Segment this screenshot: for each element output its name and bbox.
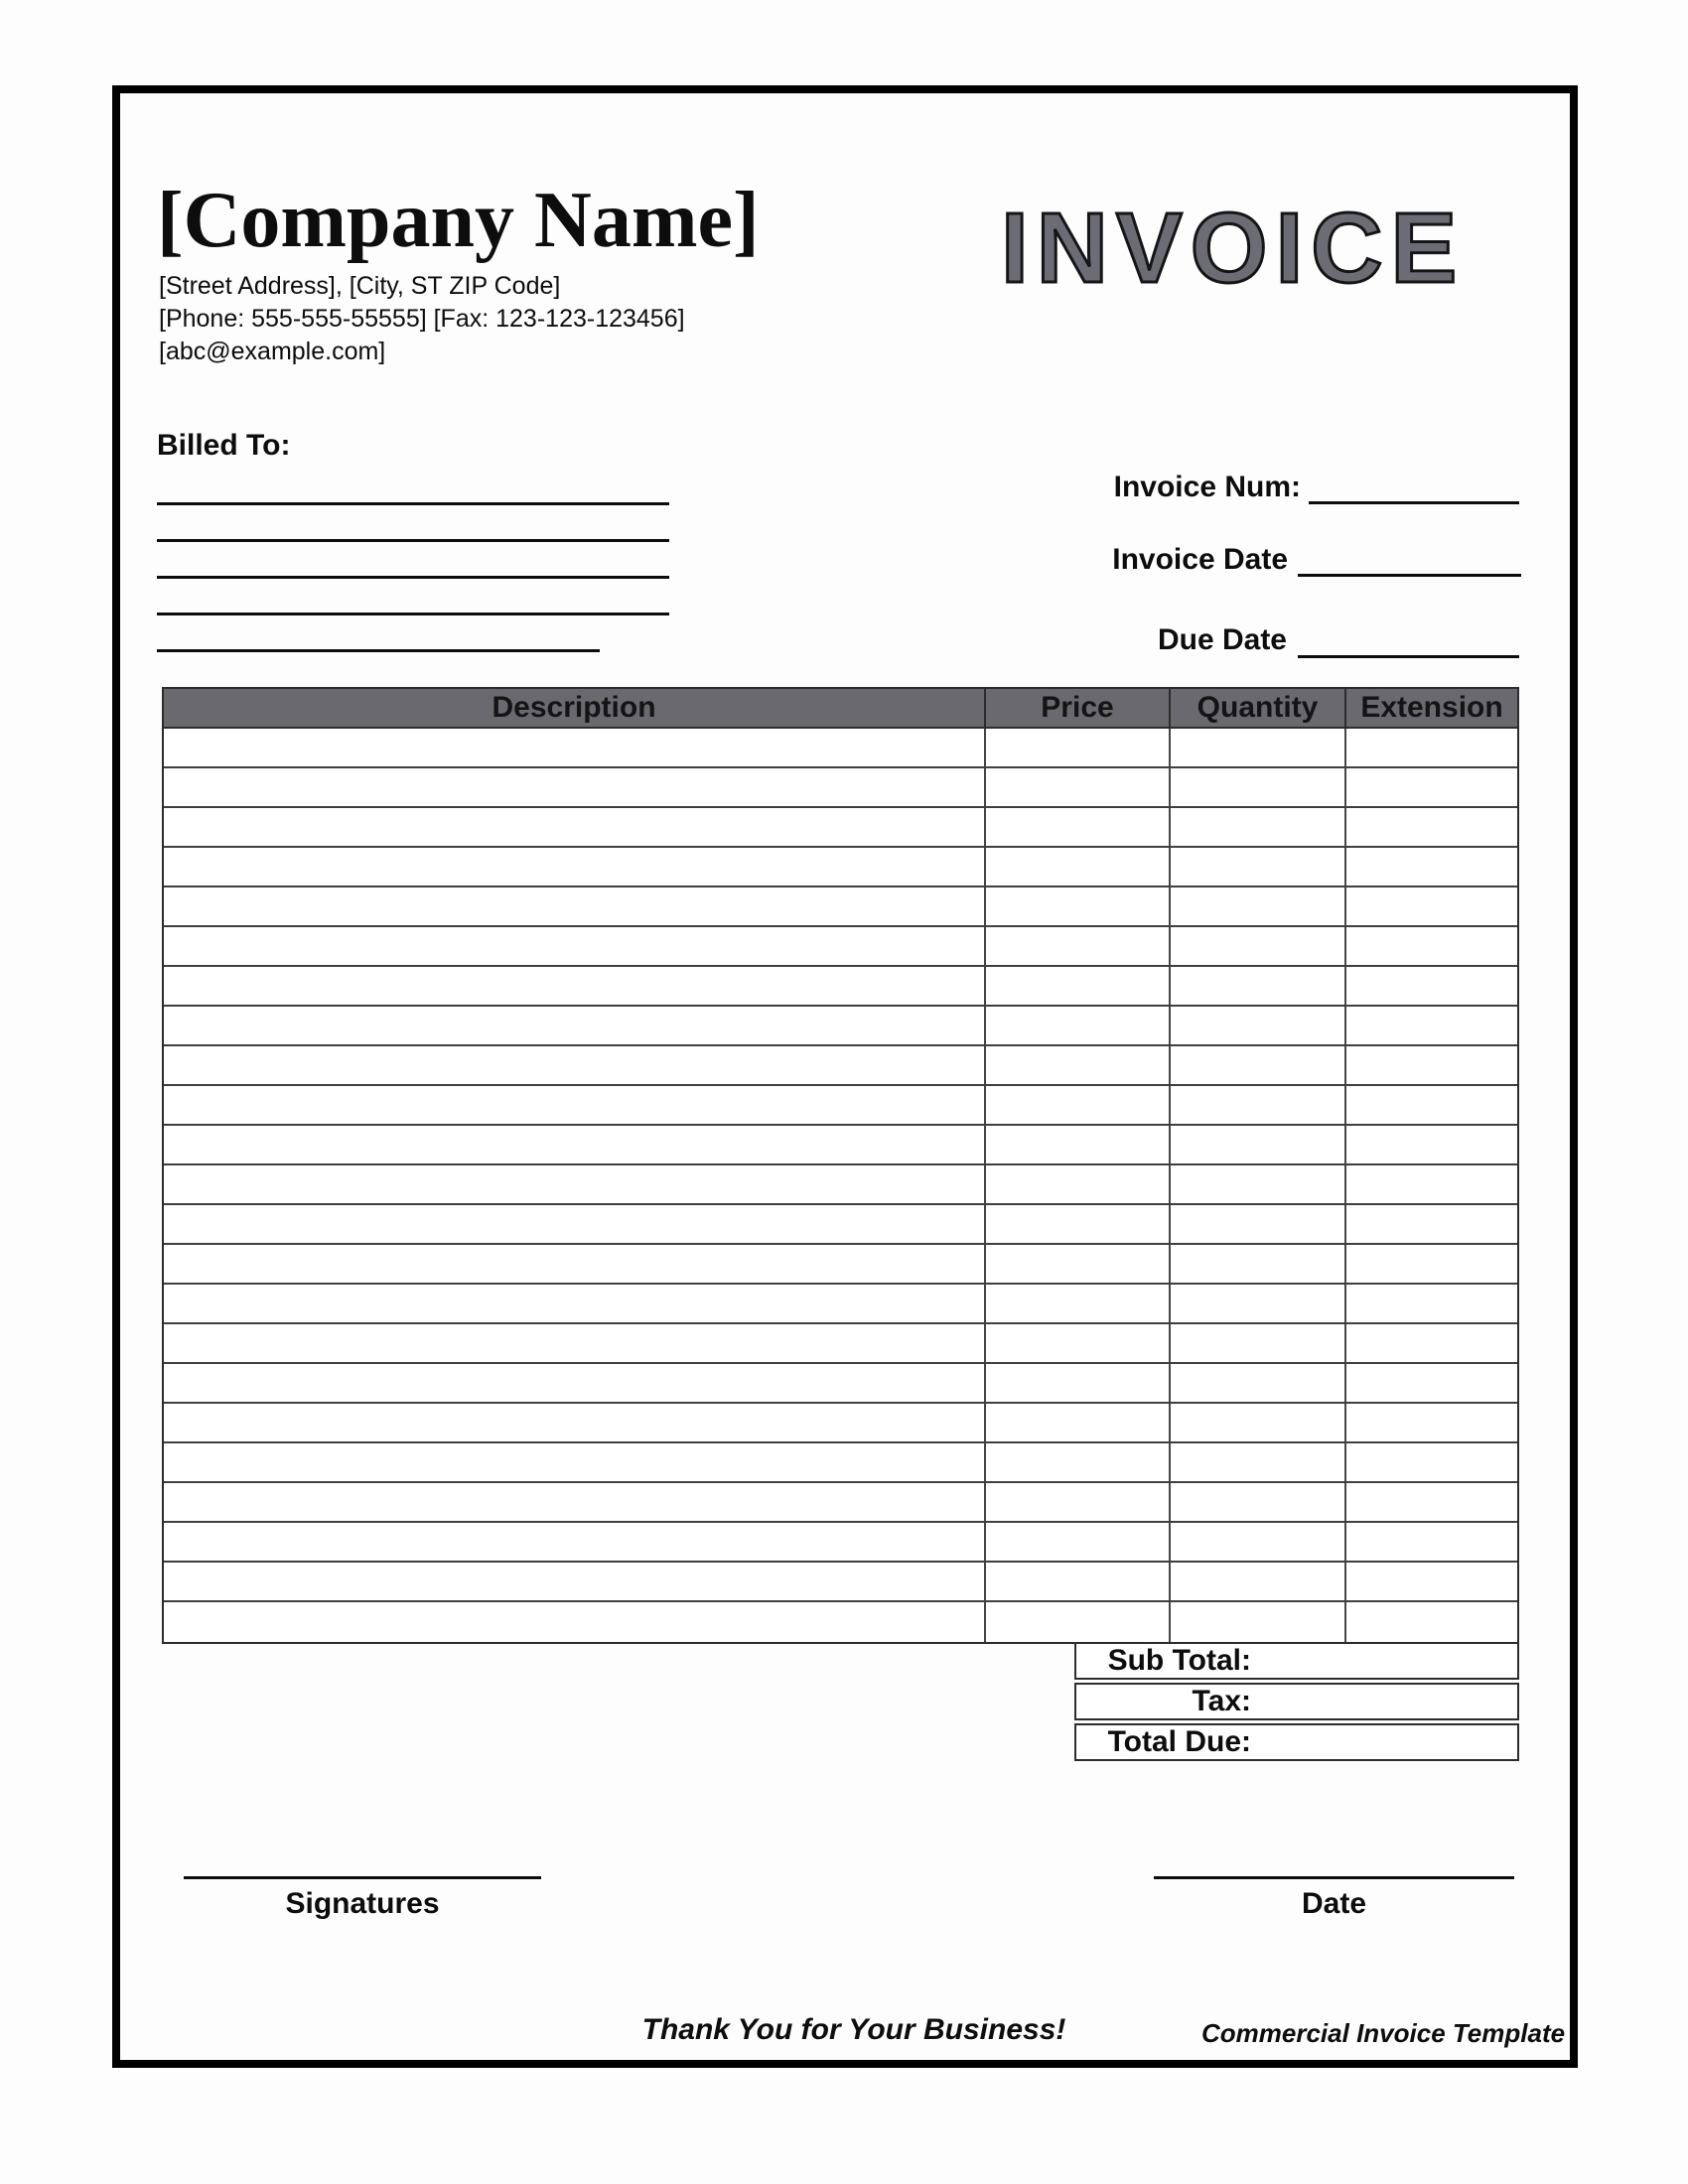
- table-cell: [1344, 1086, 1517, 1124]
- table-cell: [164, 1443, 984, 1481]
- table-cell: [1169, 1523, 1344, 1561]
- table-cell: [1169, 729, 1344, 766]
- template-name-text: Commercial Invoice Template: [1201, 2018, 1566, 2048]
- table-cell: [1169, 1245, 1344, 1283]
- table-cell: [1344, 1285, 1517, 1322]
- table-cell: [164, 1404, 984, 1441]
- invoice-num-blank-line: [1309, 501, 1519, 504]
- table-cell: [164, 1126, 984, 1163]
- signatures-label: Signatures: [285, 1887, 440, 1920]
- table-cell: [1344, 848, 1517, 886]
- table-cell: [984, 1205, 1169, 1243]
- table-cell: [984, 1007, 1169, 1044]
- table-cell: [1169, 1364, 1344, 1402]
- table-row: [164, 808, 1517, 848]
- table-cell: [1169, 1007, 1344, 1044]
- table-cell: [1169, 1602, 1344, 1642]
- date-label: Date: [1301, 1887, 1367, 1920]
- table-cell: [984, 1563, 1169, 1600]
- table-row: [164, 1324, 1517, 1364]
- due-date-blank-line: [1298, 655, 1519, 658]
- table-cell: [984, 1324, 1169, 1362]
- table-cell: [984, 887, 1169, 925]
- table-cell: [984, 1483, 1169, 1521]
- subtotal-row: [1074, 1642, 1519, 1680]
- table-cell: [164, 1602, 984, 1642]
- address-street-line: [Street Address], [City, ST ZIP Code]: [159, 272, 561, 300]
- table-cell: [1169, 967, 1344, 1005]
- table-row: [164, 887, 1517, 927]
- billed-to-blank-line: [157, 539, 669, 542]
- table-row: [164, 1483, 1517, 1523]
- table-cell: [984, 1285, 1169, 1322]
- table-cell: [1344, 1245, 1517, 1283]
- table-cell: [1344, 1046, 1517, 1084]
- table-cell: [1344, 1563, 1517, 1600]
- table-cell: [164, 967, 984, 1005]
- table-row: [164, 1364, 1517, 1404]
- total-due-label: Total Due:: [1107, 1725, 1251, 1758]
- invoice-date-label: Invoice Date: [1112, 543, 1288, 576]
- table-cell: [1344, 1602, 1517, 1642]
- table-cell: [1169, 1285, 1344, 1322]
- line-items-table: [162, 687, 1519, 1644]
- subtotal-label: Sub Total:: [1107, 1644, 1251, 1677]
- table-cell: [984, 1086, 1169, 1124]
- table-cell: [164, 1483, 984, 1521]
- table-cell: [1344, 1324, 1517, 1362]
- table-cell: [164, 848, 984, 886]
- table-cell: [1344, 1483, 1517, 1521]
- table-cell: [164, 1285, 984, 1322]
- table-cell: [1344, 927, 1517, 965]
- due-date-label: Due Date: [1157, 623, 1287, 656]
- table-row: [164, 1007, 1517, 1046]
- table-cell: [984, 967, 1169, 1005]
- table-row: [164, 1285, 1517, 1324]
- invoice-date-blank-line: [1298, 574, 1521, 577]
- table-cell: [984, 1364, 1169, 1402]
- table-cell: [1344, 1165, 1517, 1203]
- table-header-row: [164, 689, 1517, 729]
- table-cell: [164, 1046, 984, 1084]
- table-cell: [164, 1324, 984, 1362]
- table-cell: [164, 1245, 984, 1283]
- table-cell: [164, 1165, 984, 1203]
- table-cell: [1344, 1523, 1517, 1561]
- table-row: [164, 729, 1517, 768]
- totals-section: [1074, 1642, 1519, 1764]
- table-row: [164, 1443, 1517, 1483]
- table-row: [164, 1245, 1517, 1285]
- table-cell: [984, 927, 1169, 965]
- address-email-line: [abc@example.com]: [159, 338, 386, 365]
- billed-to-blank-line: [157, 576, 669, 579]
- table-row: [164, 1126, 1517, 1165]
- table-cell: [1169, 1324, 1344, 1362]
- table-cell: [1169, 848, 1344, 886]
- table-cell: [164, 808, 984, 846]
- table-cell: [1344, 1404, 1517, 1441]
- table-row: [164, 1404, 1517, 1443]
- table-cell: [164, 1086, 984, 1124]
- table-cell: [1344, 768, 1517, 806]
- table-cell: [1169, 1563, 1344, 1600]
- table-row: [164, 1602, 1517, 1642]
- signatures-block: [184, 1876, 541, 1921]
- company-name: [Company Name]: [157, 177, 760, 264]
- table-row: [164, 927, 1517, 967]
- table-row: [164, 1086, 1517, 1126]
- table-cell: [1169, 1126, 1344, 1163]
- table-cell: [1169, 1483, 1344, 1521]
- invoice-title: INVOICE: [1001, 193, 1466, 304]
- table-cell: [1169, 808, 1344, 846]
- table-cell: [984, 1404, 1169, 1441]
- table-cell: [164, 1205, 984, 1243]
- table-cell: [1169, 1165, 1344, 1203]
- table-cell: [984, 1165, 1169, 1203]
- invoice-num-label: Invoice Num:: [1113, 471, 1301, 503]
- table-cell: [164, 1523, 984, 1561]
- table-cell: [984, 1046, 1169, 1084]
- billed-to-blank-line: [157, 649, 600, 652]
- invoice-table-body: [164, 729, 1517, 1642]
- table-cell: [984, 768, 1169, 806]
- total-due-row: [1074, 1723, 1519, 1761]
- signature-blank-line: [184, 1876, 541, 1879]
- table-cell: [1344, 808, 1517, 846]
- column-header-quantity: Quantity: [1169, 689, 1344, 727]
- table-cell: [164, 1364, 984, 1402]
- billed-to-label: Billed To:: [157, 429, 291, 462]
- table-row: [164, 1046, 1517, 1086]
- table-row: [164, 967, 1517, 1007]
- table-cell: [1344, 1205, 1517, 1243]
- table-row: [164, 848, 1517, 887]
- table-cell: [1169, 1404, 1344, 1441]
- date-block: [1154, 1876, 1514, 1921]
- column-header-extension: Extension: [1344, 689, 1517, 727]
- table-cell: [1344, 729, 1517, 766]
- billed-to-blank-line: [157, 613, 669, 615]
- table-cell: [1169, 768, 1344, 806]
- table-cell: [984, 1602, 1169, 1642]
- thank-you-text: Thank You for Your Business!: [641, 2013, 1066, 2046]
- table-cell: [164, 887, 984, 925]
- date-blank-line: [1154, 1876, 1514, 1879]
- table-cell: [984, 729, 1169, 766]
- table-row: [164, 1563, 1517, 1602]
- column-header-description: Description: [492, 691, 656, 724]
- table-cell: [1169, 1086, 1344, 1124]
- tax-row: [1074, 1683, 1519, 1720]
- table-cell: [1344, 1443, 1517, 1481]
- table-cell: [1344, 1007, 1517, 1044]
- table-cell: [984, 1443, 1169, 1481]
- table-cell: [164, 768, 984, 806]
- table-cell: [1344, 1126, 1517, 1163]
- table-cell: [984, 848, 1169, 886]
- table-cell: [1169, 1205, 1344, 1243]
- table-cell: [1344, 1364, 1517, 1402]
- table-cell: [1344, 887, 1517, 925]
- table-cell: [984, 1523, 1169, 1561]
- table-cell: [1169, 887, 1344, 925]
- table-row: [164, 768, 1517, 808]
- company-address: [159, 270, 685, 368]
- table-cell: [164, 1007, 984, 1044]
- table-cell: [984, 808, 1169, 846]
- table-cell: [984, 1126, 1169, 1163]
- table-row: [164, 1205, 1517, 1245]
- table-cell: [1169, 1443, 1344, 1481]
- table-cell: [1169, 1046, 1344, 1084]
- table-row: [164, 1165, 1517, 1205]
- table-row: [164, 1523, 1517, 1563]
- table-cell: [984, 1245, 1169, 1283]
- table-cell: [1169, 927, 1344, 965]
- tax-label: Tax:: [1192, 1685, 1251, 1717]
- address-phone-fax-line: [Phone: 555-555-55555] [Fax: 123-123-123456]: [159, 305, 685, 333]
- column-header-price: Price: [984, 689, 1169, 727]
- billed-to-blank-line: [157, 502, 669, 505]
- table-cell: [164, 1563, 984, 1600]
- table-cell: [164, 729, 984, 766]
- table-cell: [164, 927, 984, 965]
- table-cell: [1344, 967, 1517, 1005]
